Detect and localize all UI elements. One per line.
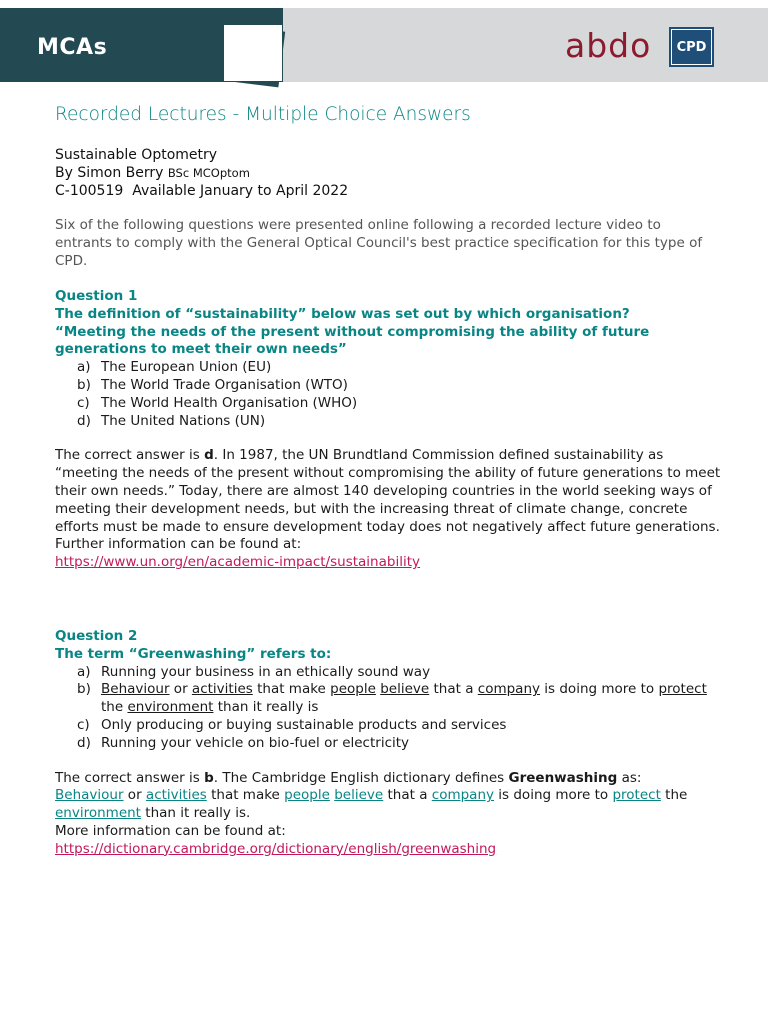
lecture-author — [55, 164, 348, 182]
answer-options — [55, 664, 723, 753]
answer-options — [55, 359, 723, 430]
question-text: The term “Greenwashing” refers to: — [55, 645, 332, 662]
author-qualifications: BSc MCOptom — [167, 166, 250, 180]
more-info-label: More information can be found at: — [55, 822, 286, 839]
option-b: b) The World Trade Organisation (WTO) — [77, 376, 348, 393]
correct-letter: d — [204, 447, 214, 464]
more-info-label: Further information can be found at: — [55, 536, 302, 553]
question-label: Question 2 — [55, 628, 138, 644]
question-text: The definition of “sustainability” below was set out by which organisation? — [55, 305, 630, 322]
question-label: Question 1 — [55, 288, 138, 304]
def-link-behaviour[interactable]: Behaviour — [55, 787, 124, 804]
option-c: c) Only producing or buying sustainable products and services — [77, 716, 507, 733]
lecture-title: Sustainable Optometry — [55, 147, 218, 163]
course-code: C-100519 — [55, 183, 124, 199]
page-heading: Recorded Lectures - Multiple Choice Answers — [55, 104, 471, 125]
question-quote: “Meeting the needs of the present without compromising the ability of future generations to meet their own needs” — [55, 323, 650, 358]
defined-term: Greenwashing — [508, 769, 618, 786]
def-link-believe[interactable]: believe — [334, 787, 384, 804]
lecture-info — [55, 146, 348, 200]
cpd-logo-badge: CPD — [669, 27, 714, 67]
def-link-activities[interactable]: activities — [145, 787, 207, 804]
abdo-logo: abdo — [565, 26, 652, 65]
question-1 — [55, 288, 723, 572]
author-name: By Simon Berry — [55, 165, 164, 181]
intro-paragraph: Six of the following questions were presented online following a recorded lecture video to entrants to comply with the General Optical Council's best practice specification for this type of CPD. — [55, 217, 703, 269]
reference-link[interactable]: https://dictionary.cambridge.org/dictionary/english/greenwashing — [55, 840, 497, 857]
def-link-people[interactable]: people — [284, 787, 330, 804]
header-title: MCAs — [37, 35, 108, 60]
course-line — [55, 182, 348, 200]
course-availability: Available January to April 2022 — [132, 183, 349, 199]
question-2 — [55, 628, 723, 859]
option-d: d) Running your vehicle on bio-fuel or electricity — [77, 734, 410, 751]
dictionary-definition: Behaviour or activities that make people believe that a company is doing more to protect the environment than it really is. — [55, 787, 688, 822]
decorative-square-white — [224, 25, 282, 81]
answer-explanation: The correct answer is d. In 1987, the UN Brundtland Commission defined sustainability as “meeting the needs of the present without compromising the ability of future generations to meet their own needs.” Today, there are almost 140 developing countries in the world seeking ways of meeting their development needs, but with the increasing threat of climate change, concrete efforts must be made to ensure development today does not negatively affect future generations. — [55, 447, 721, 535]
answer-explanation: The correct answer is b. The Cambridge English dictionary defines Greenwashing as: — [55, 769, 642, 786]
def-link-environment[interactable]: environment — [55, 805, 141, 822]
option-c: c) The World Health Organisation (WHO) — [77, 394, 358, 411]
option-a: a) Running your business in an ethically sound way — [77, 663, 431, 680]
def-link-protect[interactable]: protect — [612, 787, 661, 804]
option-d: d) The United Nations (UN) — [77, 412, 266, 429]
def-link-company[interactable]: company — [431, 787, 494, 804]
option-b: b) Behaviour or activities that make people believe that a company is doing more to protect the environment than it really is — [77, 681, 707, 716]
reference-link[interactable]: https://www.un.org/en/academic-impact/sustainability — [55, 554, 420, 571]
option-a: a) The European Union (EU) — [77, 359, 272, 376]
correct-letter: b — [204, 769, 214, 786]
